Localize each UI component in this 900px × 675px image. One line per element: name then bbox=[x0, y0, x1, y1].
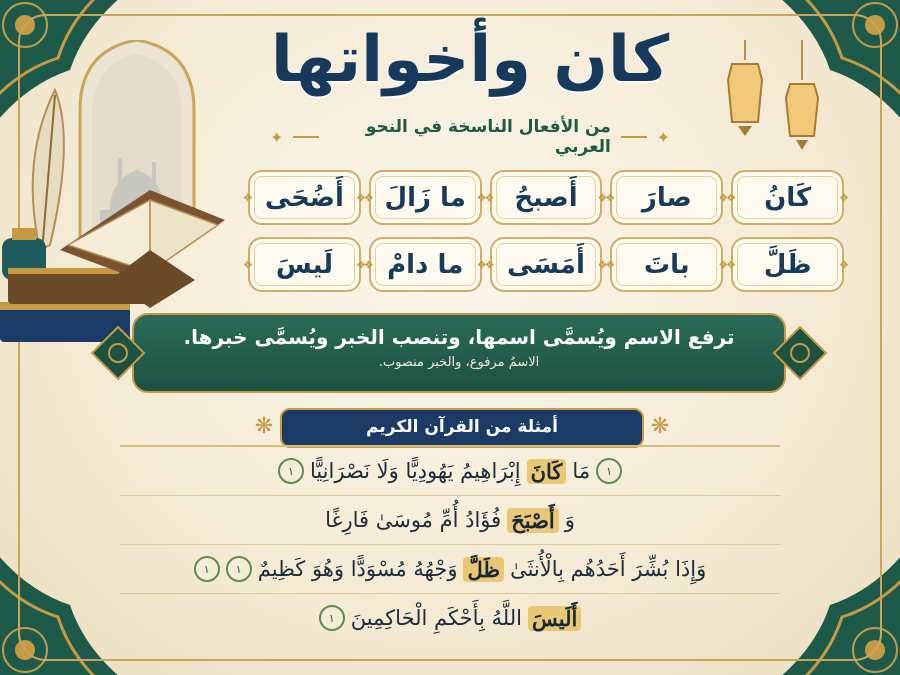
subtitle-row bbox=[270, 117, 670, 157]
example-after: اللَّهُ بِأَحْكَمِ الْحَاكِمِينَ bbox=[350, 606, 522, 630]
example-after: وَجْهُهُ مُسْوَدًّا وَهُوَ كَظِيمٌ bbox=[257, 557, 458, 581]
example-before: مَا bbox=[572, 459, 591, 483]
verbs-grid bbox=[248, 170, 844, 292]
ayah-marker: ١ bbox=[278, 458, 304, 484]
ornament-icon: ❋ bbox=[650, 414, 670, 439]
subtitle: من الأفعال الناسخة في النحو العربي bbox=[365, 117, 611, 157]
verb-card: ❖ لَيسَ ❖ bbox=[248, 237, 361, 292]
divider bbox=[293, 136, 319, 138]
verb-card: ❖ أَضُحَى ❖ bbox=[248, 170, 361, 225]
example-verb: كَانَ bbox=[527, 459, 567, 484]
books-illustration bbox=[0, 40, 240, 350]
verb-card: ❖ كَانُ ❖ bbox=[731, 170, 844, 225]
example-row bbox=[120, 447, 780, 496]
examples-title: أمثلة من القرآن الكريم bbox=[366, 417, 558, 437]
ayah-marker: ١ bbox=[226, 556, 252, 582]
example-verb: ظَلَّ bbox=[463, 557, 504, 582]
example-after: فُؤَادُ أُمِّ مُوسَىٰ فَارِغًا bbox=[325, 508, 502, 532]
ornament-icon: ✦ bbox=[270, 127, 284, 147]
page-title: كان وأخواتها bbox=[270, 23, 670, 97]
ornament-icon bbox=[90, 325, 146, 381]
ornament-icon bbox=[772, 325, 828, 381]
rule-banner bbox=[132, 313, 786, 393]
examples-list bbox=[120, 445, 780, 642]
rule-main-text: ترفع الاسم ويُسمَّى اسمها، وتنصب الخبر ويُسمَّى خبرها. bbox=[183, 325, 735, 349]
example-verb: أَلَيسَ bbox=[528, 606, 581, 631]
lantern-icon bbox=[720, 40, 830, 160]
example-before: وَإِذَا بُشِّرَ أَحَدُهُم بِالْأُنثَىٰ bbox=[510, 557, 707, 581]
ornament-icon: ❋ bbox=[254, 414, 274, 439]
example-row bbox=[120, 594, 780, 642]
verb-card: ❖ أَصبحُ ❖ bbox=[490, 170, 603, 225]
example-before: وَ bbox=[564, 508, 575, 532]
verb-card: ❖ ظَلَّ ❖ bbox=[731, 237, 844, 292]
ayah-marker: ١ bbox=[319, 605, 345, 631]
example-after: إِبْرَاهِيمُ يَهُودِيًّا وَلَا نَصْرَانِيًّا bbox=[309, 459, 521, 483]
example-row bbox=[120, 545, 780, 594]
verb-card: ❖ ما دامْ ❖ bbox=[369, 237, 482, 292]
examples-heading bbox=[254, 408, 670, 448]
verb-card: ❖ ما زَالَ ❖ bbox=[369, 170, 482, 225]
ayah-marker: ١ bbox=[194, 556, 220, 582]
example-verb: أَصْبَحَ bbox=[507, 508, 559, 533]
divider bbox=[621, 136, 647, 138]
rule-sub-text: الاسمُ مرفوع، والخبر منصوب. bbox=[378, 355, 540, 370]
ayah-marker: ١ bbox=[596, 458, 622, 484]
verb-card: ❖ صارَ ❖ bbox=[610, 170, 723, 225]
ornament-icon: ✦ bbox=[656, 127, 670, 147]
verb-card: ❖ باتَ ❖ bbox=[610, 237, 723, 292]
example-row bbox=[120, 496, 780, 545]
verb-card: ❖ أَمَسَى ❖ bbox=[490, 237, 603, 292]
quill-icon bbox=[33, 90, 64, 252]
